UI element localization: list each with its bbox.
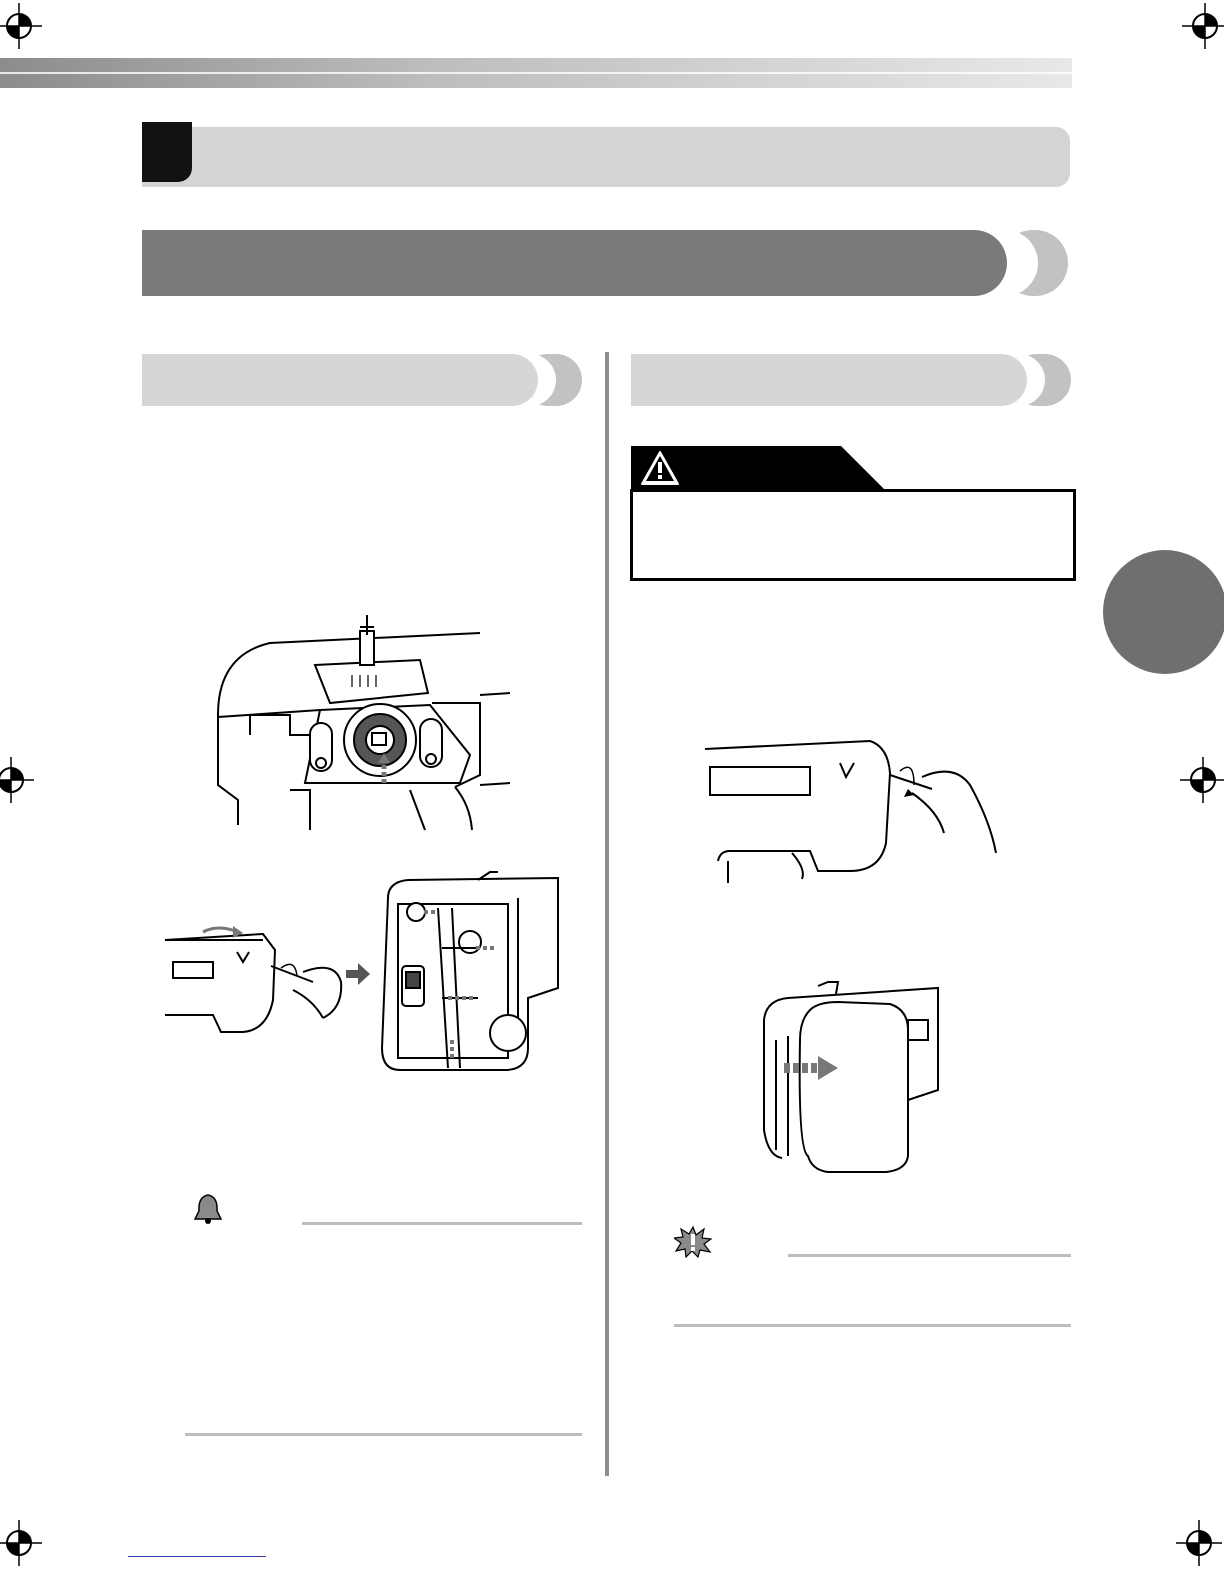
memo-rule-bottom — [185, 1433, 582, 1436]
header-band-line — [0, 72, 1072, 74]
note-rule-top — [788, 1254, 1071, 1257]
arrow-right-icon — [346, 963, 370, 985]
illustration-screw-removal-right — [700, 733, 1005, 885]
registration-mark-top-left — [0, 3, 42, 49]
illustration-side-mechanism — [378, 868, 563, 1078]
note-rule-bottom — [674, 1324, 1071, 1327]
subsection-header-left — [142, 354, 582, 406]
warning-box — [630, 489, 1076, 581]
registration-mark-mid-left — [0, 757, 34, 803]
illustration-screw-removal-left — [163, 920, 353, 1035]
bell-icon — [193, 1193, 223, 1225]
subsection-header-right — [631, 354, 1071, 406]
illustration-needle-plate — [210, 615, 520, 835]
registration-mark-bottom-right — [1176, 1520, 1222, 1566]
column-divider — [605, 352, 609, 1476]
starburst-icon — [674, 1226, 712, 1258]
footer-link[interactable] — [128, 1556, 266, 1558]
section-header-bar — [142, 230, 1068, 296]
registration-mark-mid-right — [1180, 757, 1224, 803]
chapter-header-bar — [142, 127, 1070, 187]
illustration-remove-side-cover — [758, 980, 944, 1175]
memo-rule-top — [302, 1222, 582, 1225]
chapter-side-tab — [1103, 550, 1224, 674]
registration-mark-top-right — [1182, 3, 1224, 49]
exclamation-triangle-icon — [640, 450, 680, 486]
registration-mark-bottom-left — [0, 1520, 42, 1566]
chapter-marker — [142, 122, 192, 182]
